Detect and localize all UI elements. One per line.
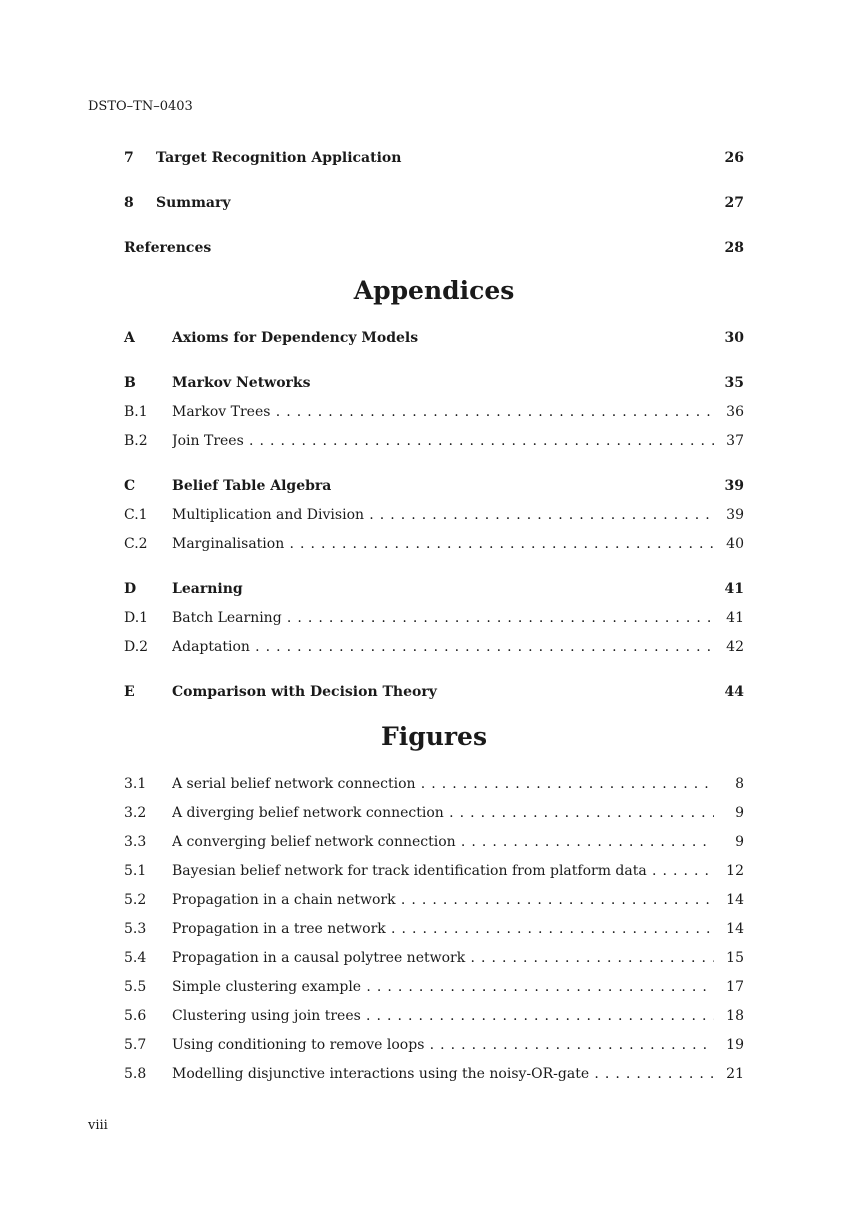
figure-title: A diverging belief network connection . . . xyxy=(172,805,714,821)
figure-number: 3.3 xyxy=(124,834,147,850)
document-id: DSTO–TN–0403 xyxy=(88,99,193,114)
appendix-title: Markov Networks xyxy=(172,375,311,391)
appendix-page: 37 xyxy=(726,433,744,449)
figure-title: Propagation in a tree network . . . xyxy=(172,921,714,937)
figure-page: 9 xyxy=(735,834,744,850)
figure-number: 5.1 xyxy=(124,863,147,879)
toc-entry-title: Summary xyxy=(156,195,231,211)
figure-page: 14 xyxy=(726,892,744,908)
toc-entry-page: 28 xyxy=(724,240,744,256)
figure-entry[interactable] xyxy=(124,863,744,885)
appendix-entry-d1[interactable] xyxy=(124,610,744,632)
appendix-entry-c[interactable] xyxy=(124,478,744,500)
appendix-page: 30 xyxy=(724,330,744,346)
toc-entry-number: 8 xyxy=(124,195,134,211)
appendix-title: Learning xyxy=(172,581,243,597)
figure-title: Clustering using join trees . . . xyxy=(172,1008,714,1024)
figure-number: 5.5 xyxy=(124,979,147,995)
figure-entry[interactable] xyxy=(124,776,744,798)
appendix-title: Axioms for Dependency Models xyxy=(172,330,419,346)
toc-entry-page: 27 xyxy=(724,195,744,211)
figure-entry[interactable] xyxy=(124,950,744,972)
figure-title: Using conditioning to remove loops . . . xyxy=(172,1037,714,1053)
page-number: viii xyxy=(88,1118,108,1133)
appendix-entry-b2[interactable] xyxy=(124,433,744,455)
figure-number: 5.7 xyxy=(124,1037,147,1053)
figure-entry[interactable] xyxy=(124,1066,744,1088)
figure-title: Bayesian belief network for track identification from platform data . . . xyxy=(172,863,714,879)
figure-number: 5.2 xyxy=(124,892,147,908)
appendix-page: 41 xyxy=(726,610,744,626)
toc-entry-title: Target Recognition Application xyxy=(156,150,402,166)
appendix-number: C.1 xyxy=(124,507,148,523)
appendix-entry-a[interactable] xyxy=(124,330,744,352)
figure-page: 19 xyxy=(726,1037,744,1053)
appendix-title: Marginalisation . . . xyxy=(172,536,714,552)
figure-entry[interactable] xyxy=(124,805,744,827)
appendix-title: Markov Trees . . . xyxy=(172,404,714,420)
appendix-entry-b1[interactable] xyxy=(124,404,744,426)
toc-entry-chapter-8[interactable] xyxy=(124,195,744,217)
figure-entry[interactable] xyxy=(124,1037,744,1059)
toc-entry-page: 26 xyxy=(724,150,744,166)
appendix-title: Join Trees . . . xyxy=(172,433,714,449)
figure-title: Modelling disjunctive interactions using the noisy-OR-gate . . . xyxy=(172,1066,714,1082)
figure-page: 12 xyxy=(726,863,744,879)
figure-number: 5.3 xyxy=(124,921,147,937)
toc-entry-chapter-7[interactable] xyxy=(124,150,744,172)
appendix-page: 40 xyxy=(726,536,744,552)
figure-page: 14 xyxy=(726,921,744,937)
figure-title: Propagation in a chain network . . . xyxy=(172,892,714,908)
appendix-entry-b[interactable] xyxy=(124,375,744,397)
appendix-number: E xyxy=(124,684,135,700)
appendices-heading: Appendices xyxy=(353,276,515,305)
appendix-number: D.2 xyxy=(124,639,149,655)
appendix-title: Comparison with Decision Theory xyxy=(172,684,437,700)
appendix-title: Belief Table Algebra xyxy=(172,478,332,494)
appendix-number: D xyxy=(124,581,137,597)
appendix-number: B.1 xyxy=(124,404,148,420)
figure-number: 5.6 xyxy=(124,1008,147,1024)
appendix-entry-e[interactable] xyxy=(124,684,744,706)
figure-title: Propagation in a causal polytree network . . . xyxy=(172,950,714,966)
figure-page: 17 xyxy=(726,979,744,995)
figure-page: 18 xyxy=(726,1008,744,1024)
appendix-entry-c1[interactable] xyxy=(124,507,744,529)
appendix-number: C xyxy=(124,478,136,494)
appendix-title: Batch Learning . . . xyxy=(172,610,714,626)
toc-entry-number: 7 xyxy=(124,150,134,166)
appendix-number: B.2 xyxy=(124,433,148,449)
appendix-page: 44 xyxy=(724,684,744,700)
figure-page: 15 xyxy=(726,950,744,966)
figure-number: 5.8 xyxy=(124,1066,147,1082)
figure-entry[interactable] xyxy=(124,1008,744,1030)
appendix-entry-d2[interactable] xyxy=(124,639,744,661)
appendix-page: 36 xyxy=(726,404,744,420)
figure-number: 3.1 xyxy=(124,776,147,792)
appendix-page: 42 xyxy=(726,639,744,655)
figure-entry[interactable] xyxy=(124,892,744,914)
appendix-entry-d[interactable] xyxy=(124,581,744,603)
appendix-number: B xyxy=(124,375,136,391)
figures-heading: Figures xyxy=(380,722,488,751)
appendix-title: Multiplication and Division . . . xyxy=(172,507,714,523)
figure-page: 9 xyxy=(735,805,744,821)
appendix-number: C.2 xyxy=(124,536,148,552)
appendix-title: Adaptation . . . xyxy=(172,639,714,655)
appendix-page: 39 xyxy=(724,478,744,494)
toc-entry-references[interactable] xyxy=(124,240,744,262)
appendix-entry-c2[interactable] xyxy=(124,536,744,558)
figure-entry[interactable] xyxy=(124,834,744,856)
appendix-number: A xyxy=(124,330,135,346)
appendix-number: D.1 xyxy=(124,610,149,626)
figure-number: 5.4 xyxy=(124,950,147,966)
figure-page: 21 xyxy=(726,1066,744,1082)
figure-entry[interactable] xyxy=(124,979,744,1001)
figure-title: Simple clustering example . . . xyxy=(172,979,714,995)
toc-entry-title: References xyxy=(124,240,212,256)
appendix-page: 35 xyxy=(724,375,744,391)
figure-number: 3.2 xyxy=(124,805,147,821)
appendix-page: 41 xyxy=(724,581,744,597)
figure-page: 8 xyxy=(735,776,744,792)
figure-title: A serial belief network connection . . . xyxy=(172,776,714,792)
figure-entry[interactable] xyxy=(124,921,744,943)
appendix-page: 39 xyxy=(726,507,744,523)
figure-title: A converging belief network connection . . . xyxy=(172,834,714,850)
